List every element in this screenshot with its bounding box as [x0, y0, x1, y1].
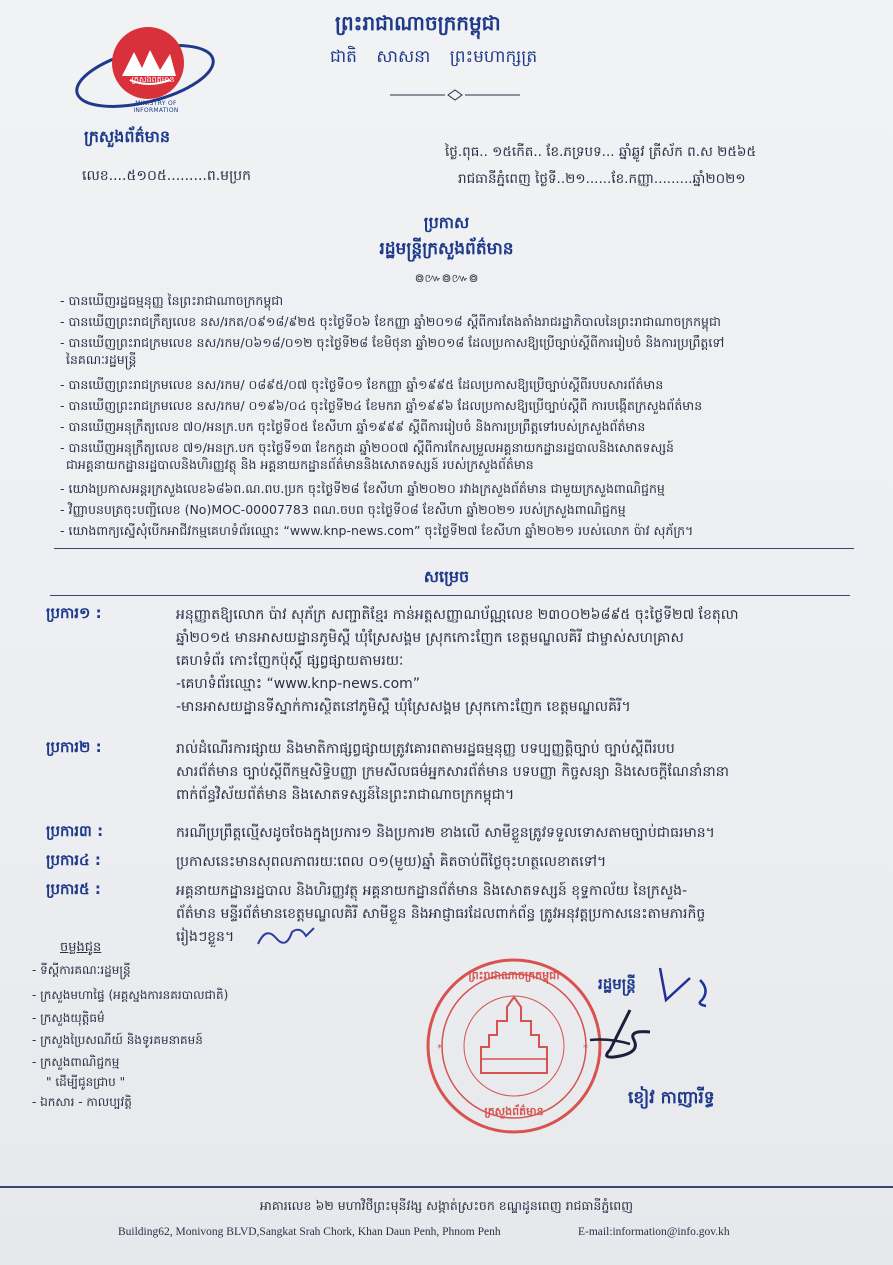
reference-line: - បានឃើញអនុក្រឹត្យលេខ ៧០/អនក្រ.បក ចុះថ្ងៃទី០៥ ខែសីហា ឆ្នាំ១៩៩៩ ស្តីពីការរៀបចំ និងការប្រព្រឹត្តទៅរបស់ក្រសួងព័ត៌មាន [60, 419, 646, 434]
title-divider: ៙៚៙៚៙ [414, 271, 479, 285]
article-2-text [176, 738, 856, 807]
footer-address-kh: អាគារលេខ ៦២ មហាវិថីព្រះមុនីវង្ស សង្កាត់ស្រះចក ខណ្ឌដូនពេញ រាជធានីភ្នំពេញ [259, 1198, 634, 1213]
recipient-item: - ក្រសួងយុត្តិធម៌ [32, 1011, 105, 1025]
article-3-text [176, 822, 856, 845]
logo-text-en: MINISTRY OF INFORMATION [133, 100, 179, 114]
article-4-label: ប្រការ៤ : [46, 851, 101, 869]
kingdom-heading: ព្រះរាជាណាចក្រកម្ពុជា [335, 11, 501, 35]
lunar-date: ថ្ងៃ.ពុធ.. ១៥កើត.. ខែ.ភទ្របទ... ឆ្នាំឆ្លូវ ត្រីស័ក ព.ស ២៥៦៥ [445, 144, 757, 160]
reference-line: ជាអគ្គនាយកដ្ឋានរដ្ឋបាលនិងហិរញ្ញវត្ថុ និង អគ្គនាយកដ្ឋានព័ត៌មាននិងសោតទស្សន៍ របស់ក្រសួងព័ត៌មាន [66, 457, 534, 472]
reference-line: - យោងប្រកាសអន្តរក្រសួងលេខ៦៨៦ព.ណ.ពប.ប្រក ចុះថ្ងៃទី២៨ ខែសីហា ឆ្នាំ២០២០ រវាងក្រសួងព័ត៌មាន ជាមួយក្រសួងពាណិជ្ជកម្ម [60, 481, 665, 496]
article-line: ឆ្នាំ២០១៥ មានអាសយដ្ឋានភូមិស្ពឺ ឃុំស្រែសង្គម ស្រុកកោះញែក ខេត្តមណ្ឌលគិរី ជាម្ចាស់សហគ្រាស [176, 630, 684, 646]
reference-line: - បានឃើញព្រះរាជក្រមលេខ នស/រកម/០៦១៨/០១២ ចុះថ្ងៃទី២៨ ខែមិថុនា ឆ្នាំ២០១៨ ដែលប្រកាសឱ្យប្រើច្បាប់ស្តីពីការរៀបចំ និងការប្រព្រឹត្តទៅ [60, 335, 725, 350]
article-2-label: ប្រការ២ : [46, 738, 102, 756]
national-motto: ជាតិ សាសនា ព្រះមហាក្សត្រ [330, 47, 538, 67]
recipient-item: - ក្រសួងពាណិជ្ជកម្ម [32, 1055, 120, 1069]
article-line: ករណីប្រព្រឹត្តល្មើសដូចចែងក្នុងប្រការ១ និងប្រការ២ ខាងលើ សាមីខ្លួនត្រូវទទួលទោសតាមច្បាប់ជាធរមាន។ [176, 825, 715, 841]
recipient-item: - ឯកសារ - កាលប្បវត្តិ [32, 1095, 132, 1109]
article-line: -គេហទំព័រឈ្មោះ “www.knp-news.com” [176, 676, 421, 692]
svg-text:*: * [583, 1043, 588, 1054]
signatory-role: រដ្ឋមន្ត្រី [598, 975, 636, 993]
document-type: ប្រកាស [423, 213, 470, 232]
signatory-name: ខៀវ កាញារីទ្ធ [628, 1088, 715, 1108]
reference-line: - បានឃើញព្រះរាជក្រមលេខ នស/រកម/ ០៨៩៥/០៧ ចុះថ្ងៃទី០១ ខែកញ្ញា ឆ្នាំ១៩៩៥ ដែលប្រកាសឱ្យប្រើច្បាប់ស្តីពីរបបសារព័ត៌មាន [60, 377, 664, 392]
article-5-label: ប្រការ៥ : [46, 880, 101, 898]
article-line: រាល់ដំណើរការផ្សាយ និងមាតិកាផ្សព្វផ្សាយត្រូវគោរពតាមរដ្ឋធម្មនុញ្ញ បទប្បញ្ញត្តិច្បាប់ ច្បាប់ស្តីពីរបប [176, 741, 675, 757]
recipients-title: ចម្លងជូន [60, 940, 102, 955]
reference-line: - វិញ្ញាបនបត្រចុះបញ្ជីលេខ (No)MOC-00007783 ពណ.ចបព ចុះថ្ងៃទី០៨ ខែសីហា ឆ្នាំ២០២១ របស់ក្រសួងពាណិជ្ជកម្ម [60, 502, 626, 517]
reference-line: នៃគណៈរដ្ឋមន្ត្រី [66, 352, 137, 367]
ministry-logo [70, 18, 220, 128]
seal-bottom-text: ក្រសួងព័ត៌មាន [484, 1105, 544, 1118]
recipient-item: - ក្រសួងមហាផ្ទៃ (អគ្គស្នងការនគរបាលជាតិ) [32, 988, 229, 1002]
footer-email: E-mail:information@info.gov.kh [578, 1226, 730, 1238]
reference-number: លេខ....៥១០៥.........ព.មប្រក [82, 168, 252, 184]
logo-text-kh: ក្រសួងព័ត៌មាន [131, 75, 175, 84]
reference-line: - បានឃើញអនុក្រឹត្យលេខ ៧១/អនក្រ.បក ចុះថ្ងៃទី១៣ ខែកក្កដា ឆ្នាំ២០០៧ ស្តីពីការកែសម្រួលអគ្គនាយកដ្ឋានរដ្ឋបាលនិងសោតទស្សន៍ [60, 440, 674, 455]
footer-address-en: Building62, Monivong BLVD,Sangkat Srah Chork, Khan Daun Penh, Phnom Penh [118, 1226, 501, 1238]
article-line: គេហទំព័រ កោះញែកប៉ុស្តិ៍ ផ្សព្វផ្សាយតាមរយៈ [176, 653, 404, 669]
article-1-text [176, 604, 856, 719]
decision-heading: សម្រេច [423, 567, 470, 586]
article-line: ពាក់ព័ន្ធវិស័យព័ត៌មាន និងសោតទស្សន៍នៃព្រះរាជាណាចក្រកម្ពុជា។ [176, 787, 515, 803]
reference-line: - យោងពាក្យស្នើសុំបើកអាជីវកម្មគេហទំព័រឈ្មោះ “www.knp-news.com” ចុះថ្ងៃទី២៧ ខែសីហា ឆ្នាំ២០២១ របស់លោក ប៉ាវ សុភ័ក្រ។ [60, 523, 694, 538]
seal-top-text: ព្រះរាជាណាចក្រកម្ពុជា [468, 969, 560, 982]
solar-date: រាជធានីភ្នំពេញ ថ្ងៃទី..២១......ខែ.កញ្ញា.........ឆ្នាំ២០២១ [458, 171, 746, 187]
article-line: ព័ត៌មាន មន្ទីរព័ត៌មានខេត្តមណ្ឌលគិរី សាមីខ្លួន និងអាជ្ញាធរដែលពាក់ព័ន្ធ ត្រូវអនុវត្តប្រកាសនេះតាមភារកិច្ច [176, 906, 706, 922]
article-4-text [176, 851, 856, 874]
article-line: រៀងៗខ្លួន។ [176, 929, 235, 945]
reference-line: - បានឃើញព្រះរាជក្រមលេខ នស/រកម/ ០១៩៦/០៤ ចុះថ្ងៃទី២៤ ខែមករា ឆ្នាំ១៩៩៦ ដែលប្រកាសឱ្យប្រើច្បាប់ស្តីពី ការបង្កើតក្រសួងព័ត៌មាន [60, 398, 703, 413]
svg-text:*: * [437, 1043, 442, 1054]
article-1-label: ប្រការ១ : [46, 604, 102, 622]
article-line: អនុញ្ញាតឱ្យលោក ប៉ាវ សុភ័ក្រ សញ្ជាតិខ្មែរ កាន់អត្តសញ្ញាណប័ណ្ណលេខ ២៣០០២៦៨៩៥ ចុះថ្ងៃទី២៧ ខែតុលា [176, 607, 739, 623]
decision-divider [50, 595, 850, 596]
reference-line: - បានឃើញព្រះរាជក្រឹត្យលេខ នស/រកត/០៩១៨/៩២៥ ចុះថ្ងៃទី០៦ ខែកញ្ញា ឆ្នាំ២០១៨ ស្តីពីការតែងតាំងរាជរដ្ឋាភិបាលនៃព្រះរាជាណាចក្រកម្ពុជា [60, 314, 721, 329]
article-line: សារព័ត៌មាន ច្បាប់ស្តីពីកម្មសិទ្ធិបញ្ញា ក្រមសីលធម៌អ្នកសារព័ត៌មាន បទបញ្ញា កិច្ចសន្យា និងសេចក្តីណែនាំនានា [176, 764, 729, 780]
article-3-label: ប្រការ៣ : [46, 822, 104, 840]
article-line: ប្រកាសនេះមានសុពលភាពរយៈពេល ០១(មួយ)ឆ្នាំ គិតចាប់ពីថ្ងៃចុះហត្ថលេខាតទៅ។ [176, 854, 607, 870]
recipient-item: - ក្រសួងប្រៃសណីយ៍ និងទូរគមនាគមន៍ [32, 1033, 203, 1047]
initial-signature [256, 922, 316, 950]
minister-signature [570, 960, 730, 1070]
footer-divider [0, 1186, 893, 1188]
article-line: -មានអាសយដ្ឋានទីស្នាក់ការស្ថិតនៅភូមិស្ពឺ ឃុំស្រែសង្គម ស្រុកកោះញែក ខេត្តមណ្ឌលគិរី។ [176, 699, 631, 715]
ministry-name: ក្រសួងព័ត៌មាន [84, 127, 171, 146]
references-divider [54, 548, 854, 549]
ornament-divider [390, 88, 520, 102]
recipient-item: " ដើម្បីជូនជ្រាប " [46, 1075, 126, 1089]
recipient-item: - ទីស្តីការគណៈរដ្ឋមន្ត្រី [32, 963, 131, 977]
reference-line: - បានឃើញរដ្ឋធម្មនុញ្ញ នៃព្រះរាជាណាចក្រកម្ពុជា [60, 293, 284, 308]
document-issuer: រដ្ឋមន្ត្រីក្រសួងព័ត៌មាន [379, 239, 514, 259]
article-line: អគ្គនាយកដ្ឋានរដ្ឋបាល និងហិរញ្ញវត្ថុ អគ្គនាយកដ្ឋានព័ត៌មាន និងសោតទស្សន៍ ខុទ្ទកាល័យ នៃក្រសួង- [176, 883, 688, 899]
